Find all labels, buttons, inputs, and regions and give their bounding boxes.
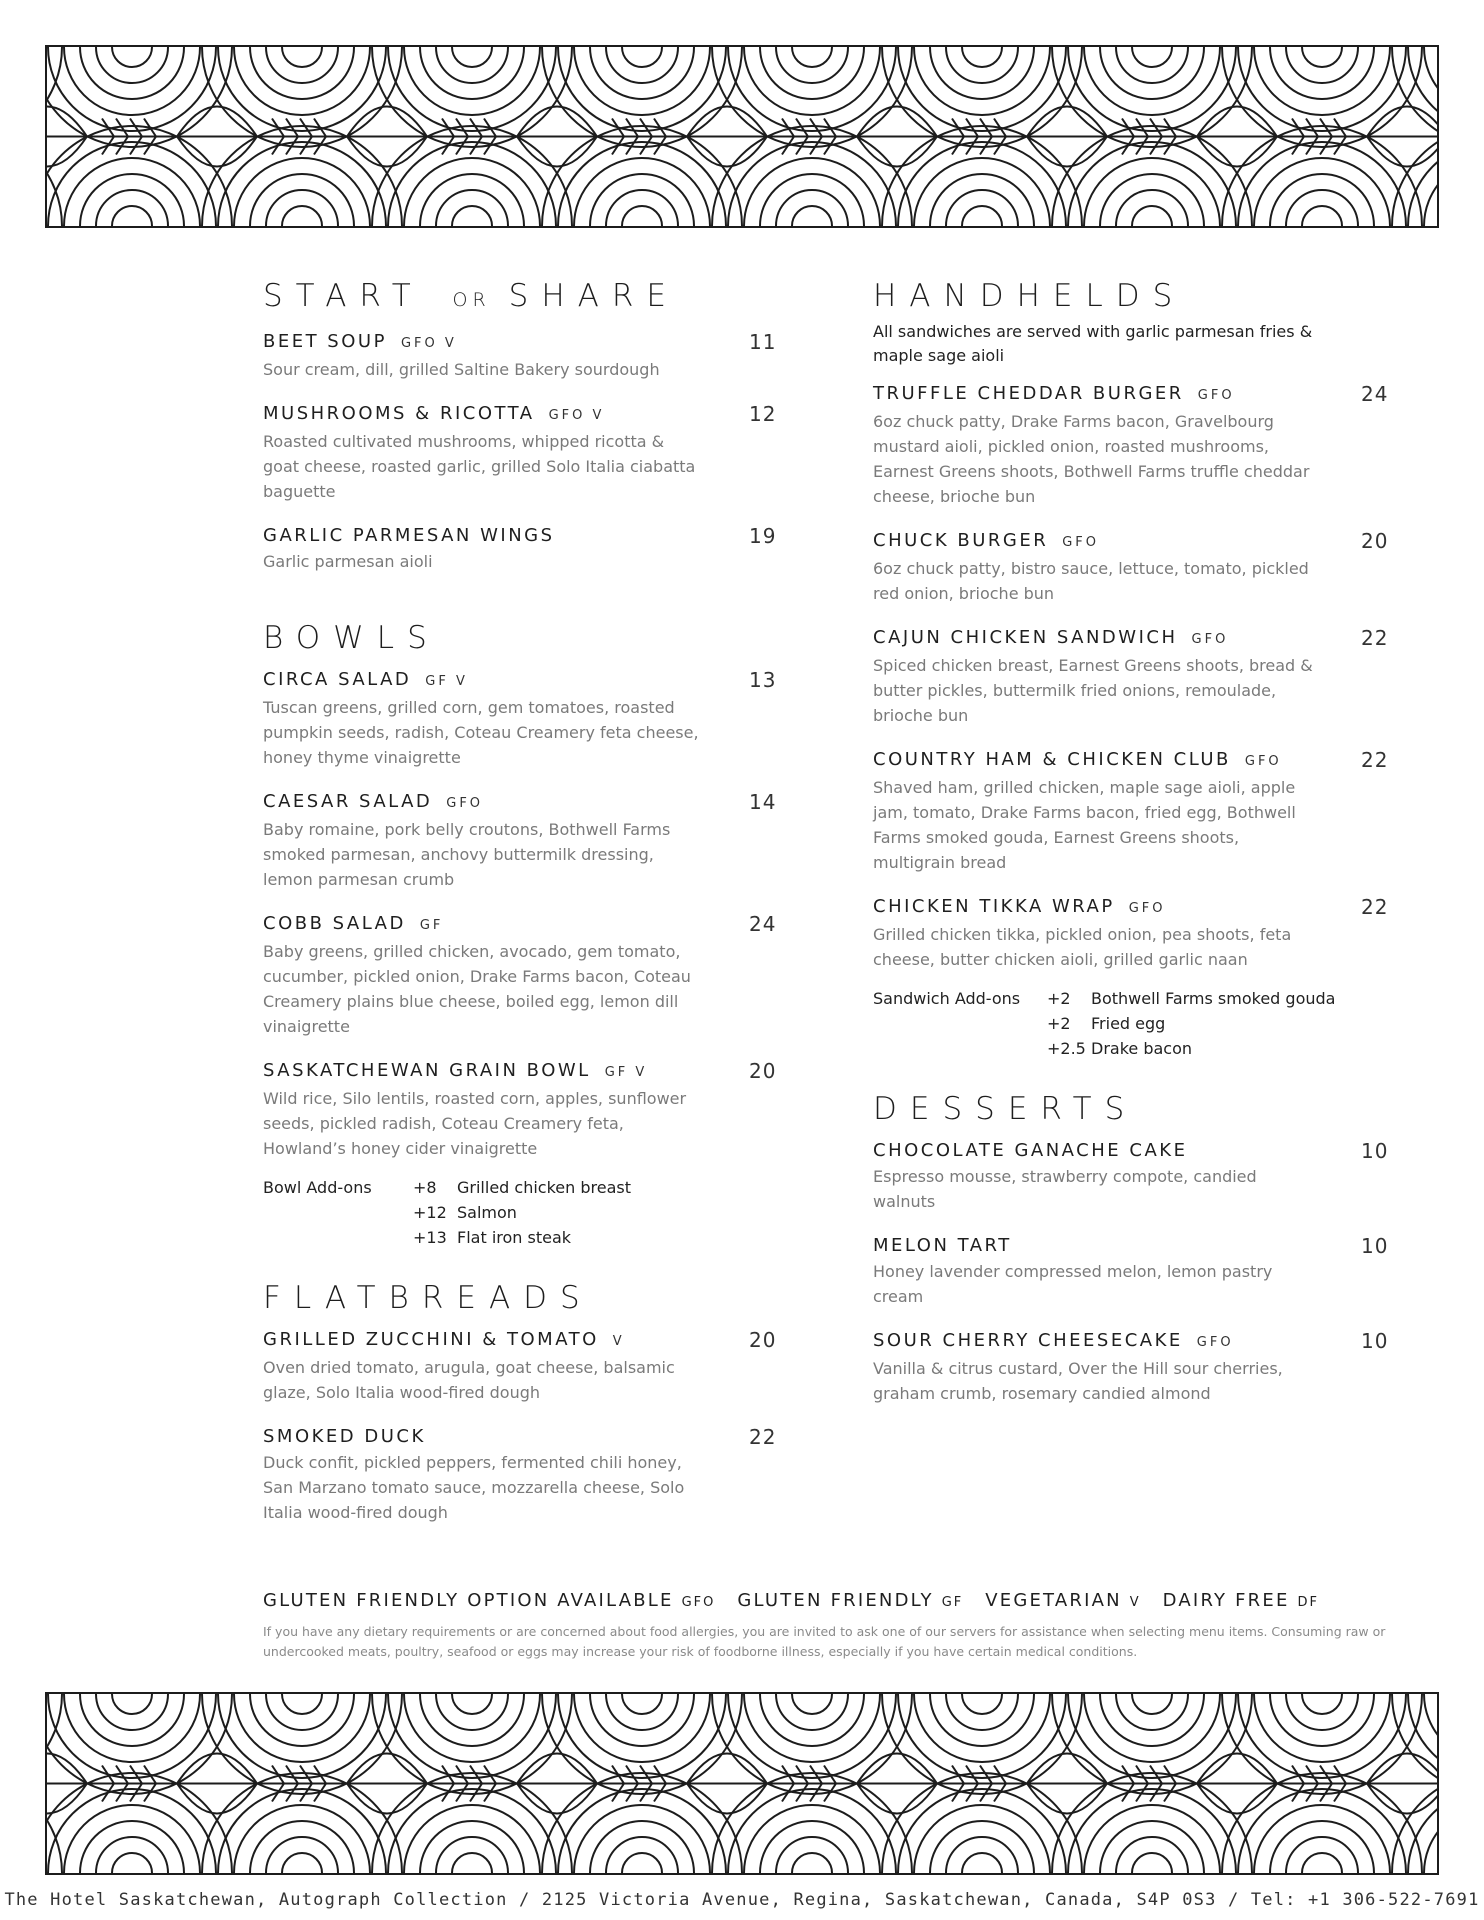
item-name: COUNTRY HAM & CHICKEN CLUB bbox=[873, 749, 1231, 770]
menu-item bbox=[263, 1059, 783, 1161]
menu-item bbox=[873, 626, 1393, 728]
legend-label: GLUTEN FRIENDLY bbox=[737, 1590, 934, 1611]
item-name: BEET SOUP bbox=[263, 331, 387, 352]
item-description: 6oz chuck patty, Drake Farms bacon, Gravelbourg mustard aioli, pickled onion, roasted mushrooms, Earnest Greens shoots, Bothwell Farms truffle cheddar cheese, brioche bun bbox=[873, 412, 1310, 506]
menu-item bbox=[263, 402, 783, 504]
section-desserts bbox=[873, 1091, 1393, 1406]
item-description: Roasted cultivated mushrooms, whipped ricotta & goat cheese, roasted garlic, grilled Solo Italia ciabatta baguette bbox=[263, 432, 696, 501]
item-price: 10 bbox=[1361, 1234, 1389, 1258]
menu-item bbox=[263, 790, 783, 892]
section-start-or-share bbox=[263, 278, 783, 574]
section-flatbreads bbox=[263, 1280, 783, 1525]
item-price: 20 bbox=[1361, 529, 1389, 553]
item-price: 22 bbox=[1361, 626, 1389, 650]
bowl-addons bbox=[263, 1175, 783, 1250]
section-title: BOWLS bbox=[263, 620, 440, 656]
dietary-tag: GFO V bbox=[548, 408, 605, 423]
menu-item bbox=[873, 895, 1393, 972]
menu-item bbox=[873, 529, 1393, 606]
item-price: 20 bbox=[749, 1328, 777, 1352]
addon-amount: +2 bbox=[1047, 989, 1071, 1008]
item-name: CHUCK BURGER bbox=[873, 530, 1049, 551]
item-name: SOUR CHERRY CHEESECAKE bbox=[873, 1330, 1183, 1351]
title-word: SHARE bbox=[508, 278, 679, 314]
dietary-tag: GFO bbox=[1197, 388, 1235, 403]
section-title: HANDHELDS bbox=[873, 278, 1186, 314]
section-title: DESSERTS bbox=[873, 1091, 1138, 1127]
menu-item bbox=[263, 524, 783, 574]
addon-item: Fried egg bbox=[1091, 1014, 1166, 1033]
dietary-tag: V bbox=[612, 1334, 625, 1349]
legend-entry bbox=[263, 1588, 715, 1616]
item-price: 10 bbox=[1361, 1139, 1389, 1163]
art-deco-pattern bbox=[47, 1694, 1437, 1873]
legend-code: V bbox=[1129, 1595, 1141, 1610]
menu-item bbox=[263, 330, 783, 382]
item-price: 24 bbox=[1361, 382, 1389, 406]
section-handhelds bbox=[873, 278, 1393, 1061]
legend-code: DF bbox=[1297, 1595, 1320, 1610]
title-word: START bbox=[263, 278, 424, 314]
legend-entry bbox=[985, 1588, 1140, 1616]
dietary-tag: GF bbox=[419, 918, 444, 933]
addon-amount: +12 bbox=[413, 1203, 447, 1222]
decorative-border-top bbox=[45, 45, 1439, 228]
item-name: TRUFFLE CHEDDAR BURGER bbox=[873, 383, 1184, 404]
dietary-legend bbox=[263, 1588, 1393, 1662]
menu-item bbox=[263, 1328, 783, 1405]
item-name: COBB SALAD bbox=[263, 913, 406, 934]
item-description: Sour cream, dill, grilled Saltine Bakery sourdough bbox=[263, 360, 660, 379]
menu-item bbox=[873, 382, 1393, 509]
item-price: 22 bbox=[749, 1425, 777, 1449]
item-description: Grilled chicken tikka, pickled onion, pea shoots, feta cheese, butter chicken aioli, grilled garlic naan bbox=[873, 925, 1292, 969]
dietary-tag: GFO bbox=[1128, 901, 1166, 916]
menu-item bbox=[873, 1329, 1393, 1406]
item-name: MUSHROOMS & RICOTTA bbox=[263, 403, 535, 424]
item-description: Wild rice, Silo lentils, roasted corn, apples, sunflower seeds, pickled radish, Coteau Creamery feta, Howland’s honey cider vinaigrette bbox=[263, 1089, 687, 1158]
addon-item: Drake bacon bbox=[1091, 1039, 1193, 1058]
section-title bbox=[263, 278, 783, 318]
item-price: 22 bbox=[1361, 748, 1389, 772]
menu-item bbox=[873, 1139, 1393, 1214]
dietary-tag: GFO bbox=[1244, 754, 1282, 769]
section-note: All sandwiches are served with garlic parmesan fries & maple sage aioli bbox=[873, 322, 1313, 365]
item-description: Spiced chicken breast, Earnest Greens shoots, bread & butter pickles, buttermilk fried onions, remoulade, brioche bun bbox=[873, 656, 1313, 725]
item-description: Espresso mousse, strawberry compote, candied walnuts bbox=[873, 1167, 1257, 1211]
dietary-tag: GFO bbox=[446, 796, 484, 811]
item-description: Shaved ham, grilled chicken, maple sage aioli, apple jam, tomato, Drake Farms bacon, fried egg, Bothwell Farms smoked gouda, Earnest Greens shoots, multigrain bread bbox=[873, 778, 1296, 872]
addons-label: Bowl Add-ons bbox=[263, 1178, 372, 1197]
art-deco-pattern bbox=[47, 47, 1437, 226]
item-price: 19 bbox=[749, 524, 777, 548]
item-description: 6oz chuck patty, bistro sauce, lettuce, tomato, pickled red onion, brioche bun bbox=[873, 559, 1309, 603]
menu-item bbox=[873, 1234, 1393, 1309]
addon-amount: +2 bbox=[1047, 1014, 1071, 1033]
legend-label: DAIRY FREE bbox=[1162, 1590, 1290, 1611]
section-title: FLATBREADS bbox=[263, 1280, 593, 1316]
decorative-border-bottom bbox=[45, 1692, 1439, 1875]
item-description: Baby greens, grilled chicken, avocado, gem tomato, cucumber, pickled onion, Drake Farms bacon, Coteau Creamery plains blue cheese, boiled egg, lemon dill vinaigrette bbox=[263, 942, 691, 1036]
item-name: CAJUN CHICKEN SANDWICH bbox=[873, 627, 1178, 648]
item-name: GARLIC PARMESAN WINGS bbox=[263, 525, 555, 546]
legend-code: GFO bbox=[681, 1595, 716, 1610]
item-description: Garlic parmesan aioli bbox=[263, 552, 433, 571]
addon-amount: +13 bbox=[413, 1228, 447, 1247]
addon-item: Salmon bbox=[457, 1203, 517, 1222]
item-price: 14 bbox=[749, 790, 777, 814]
dietary-tag: GF V bbox=[604, 1065, 648, 1080]
addon-amount: +2.5 bbox=[1047, 1039, 1086, 1058]
item-name: GRILLED ZUCCHINI & TOMATO bbox=[263, 1329, 599, 1350]
item-description: Duck confit, pickled peppers, fermented chili honey, San Marzano tomato sauce, mozzarella cheese, Solo Italia wood-fired dough bbox=[263, 1453, 685, 1522]
dietary-tag: GF V bbox=[425, 674, 468, 689]
legend-label: GLUTEN FRIENDLY OPTION AVAILABLE bbox=[263, 1590, 674, 1611]
item-description: Vanilla & citrus custard, Over the Hill sour cherries, graham crumb, rosemary candied almond bbox=[873, 1359, 1283, 1403]
item-name: CHICKEN TIKKA WRAP bbox=[873, 896, 1115, 917]
item-price: 12 bbox=[749, 402, 777, 426]
item-description: Honey lavender compressed melon, lemon pastry cream bbox=[873, 1262, 1273, 1306]
section-bowls bbox=[263, 620, 783, 1250]
menu-item bbox=[263, 1425, 783, 1525]
item-price: 13 bbox=[749, 668, 777, 692]
legend-entry bbox=[1163, 1588, 1319, 1616]
addon-item: Flat iron steak bbox=[457, 1228, 572, 1247]
legend-entry bbox=[737, 1588, 963, 1616]
item-name: CIRCA SALAD bbox=[263, 669, 412, 690]
menu-column-right bbox=[873, 278, 1393, 1426]
item-price: 11 bbox=[749, 330, 777, 354]
legend-code: GF bbox=[941, 1595, 964, 1610]
item-price: 10 bbox=[1361, 1329, 1389, 1353]
dietary-tag: GFO bbox=[1062, 535, 1100, 550]
item-price: 20 bbox=[749, 1059, 777, 1083]
hotel-address-footer: The Hotel Saskatchewan, Autograph Collection / 2125 Victoria Avenue, Regina, Saskatchewan, Canada, S4P 0S3 / Tel: +1 306-522-7691 bbox=[4, 1890, 1480, 1910]
menu-item bbox=[263, 912, 783, 1039]
item-name: MELON TART bbox=[873, 1235, 1012, 1256]
item-description: Baby romaine, pork belly croutons, Bothwell Farms smoked parmesan, anchovy buttermilk dressing, lemon parmesan crumb bbox=[263, 820, 671, 889]
menu-item bbox=[873, 748, 1393, 875]
item-name: SASKATCHEWAN GRAIN BOWL bbox=[263, 1060, 591, 1081]
dietary-tag: GFO bbox=[1196, 1335, 1234, 1350]
item-name: SMOKED DUCK bbox=[263, 1426, 426, 1447]
item-description: Tuscan greens, grilled corn, gem tomatoes, roasted pumpkin seeds, radish, Coteau Creamery feta cheese, honey thyme vinaigrette bbox=[263, 698, 699, 767]
sandwich-addons bbox=[873, 986, 1393, 1061]
item-name: CHOCOLATE GANACHE CAKE bbox=[873, 1140, 1188, 1161]
item-name: CAESAR SALAD bbox=[263, 791, 433, 812]
addon-item: Bothwell Farms smoked gouda bbox=[1091, 989, 1336, 1008]
dietary-tag: GFO V bbox=[400, 336, 457, 351]
addon-item: Grilled chicken breast bbox=[457, 1178, 631, 1197]
item-price: 22 bbox=[1361, 895, 1389, 919]
title-word: OR bbox=[452, 289, 491, 311]
allergy-disclaimer: If you have any dietary requirements or are concerned about food allergies, you are invited to ask one of our servers for assistance when selecting menu items. Consuming raw or undercooked meats, poultry, seafood or eggs may increase your risk of foodborne illness, especially if you have certain medical conditions. bbox=[263, 1624, 1386, 1659]
item-price: 24 bbox=[749, 912, 777, 936]
addon-amount: +8 bbox=[413, 1178, 437, 1197]
menu-item bbox=[263, 668, 783, 770]
dietary-tag: GFO bbox=[1191, 632, 1229, 647]
menu-column-left bbox=[263, 278, 783, 1545]
item-description: Oven dried tomato, arugula, goat cheese, balsamic glaze, Solo Italia wood-fired dough bbox=[263, 1358, 675, 1402]
addons-label: Sandwich Add-ons bbox=[873, 989, 1021, 1008]
legend-label: VEGETARIAN bbox=[985, 1590, 1122, 1611]
